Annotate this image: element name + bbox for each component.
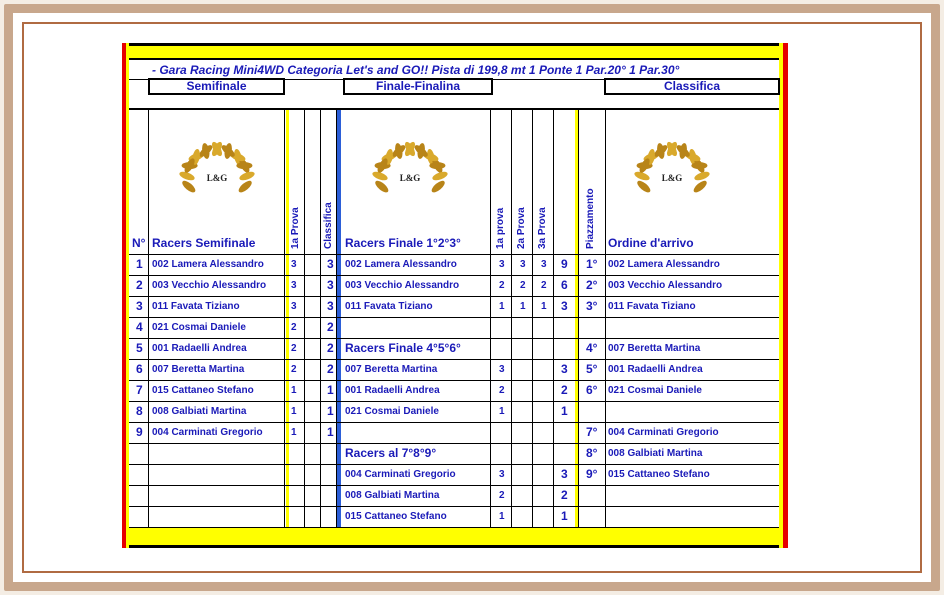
semifinale-1a-prova: 3: [291, 280, 297, 291]
grid-hline-top: [129, 109, 779, 110]
yellow-bar-bottom: [129, 528, 779, 545]
grid-vline: [320, 110, 321, 528]
semifinale-classifica: 3: [327, 299, 334, 313]
header-piazzamento: Piazzamento: [585, 188, 596, 249]
semifinale-1a-prova: 3: [291, 259, 297, 270]
finale-racer-name: 008 Galbiati Martina: [345, 490, 440, 501]
yellow-divider-2: [575, 110, 578, 528]
header-3a-prova-finale: 3a Prova: [537, 207, 548, 249]
finale-totale: 6: [561, 278, 568, 292]
semifinale-1a-prova: 1: [291, 385, 297, 396]
finale-totale: 9: [561, 257, 568, 271]
semifinale-classifica: 2: [327, 362, 334, 376]
logo-text: L&G: [399, 173, 421, 183]
red-stripe-right: [783, 43, 788, 548]
classifica-racer-name: 002 Lamera Alessandro: [608, 259, 720, 270]
grid-hline: [129, 527, 779, 528]
grid-vline: [553, 110, 554, 528]
row-number: 2: [136, 278, 143, 292]
semifinale-classifica: 3: [327, 257, 334, 271]
grid-hline: [129, 485, 779, 486]
finale-2a-prova: 1: [520, 301, 526, 312]
semifinale-racer-name: 015 Cattaneo Stefano: [152, 385, 254, 396]
classifica-racer-name: 007 Beretta Martina: [608, 343, 701, 354]
laurel-wreath-icon: [368, 141, 452, 213]
finale-racer-name: 004 Carminati Gregorio: [345, 469, 456, 480]
classifica-posizione: 8°: [586, 446, 598, 460]
finale-1a-prova: 3: [499, 364, 505, 375]
semifinale-racer-name: 004 Carminati Gregorio: [152, 427, 263, 438]
row-number: 8: [136, 404, 143, 418]
yellow-divider-1: [286, 110, 289, 528]
classifica-posizione: 4°: [586, 341, 598, 355]
header-ordine-arrivo: Ordine d'arrivo: [608, 236, 694, 250]
semifinale-1a-prova: 1: [291, 406, 297, 417]
semifinale-classifica: 3: [327, 278, 334, 292]
classifica-posizione: 7°: [586, 425, 598, 439]
classifica-racer-name: 008 Galbiati Martina: [608, 448, 703, 459]
section-semifinale: Semifinale: [148, 78, 285, 95]
section-finale: Finale-Finalina: [343, 78, 493, 95]
header-1a-prova: 1a Prova: [290, 207, 301, 249]
finale-totale: 3: [561, 299, 568, 313]
semifinale-classifica: 1: [327, 383, 334, 397]
row-number: 3: [136, 299, 143, 313]
grid-vline: [304, 110, 305, 528]
semifinale-racer-name: 007 Beretta Martina: [152, 364, 245, 375]
finale-1a-prova: 3: [499, 259, 505, 270]
classifica-posizione: 2°: [586, 278, 598, 292]
finale-racer-name: 015 Cattaneo Stefano: [345, 511, 447, 522]
row-number: 9: [136, 425, 143, 439]
semifinale-racer-name: 011 Favata Tiziano: [152, 301, 240, 312]
classifica-racer-name: 001 Radaelli Andrea: [608, 364, 703, 375]
classifica-racer-name: 011 Favata Tiziano: [608, 301, 696, 312]
section-classifica: Classifica: [604, 78, 780, 95]
grid-vline: [284, 110, 285, 528]
finale-group-title: Racers al 7°8°9°: [345, 446, 437, 460]
semifinale-classifica: 2: [327, 320, 334, 334]
finale-3a-prova: 2: [541, 280, 547, 291]
finale-racer-name: 001 Radaelli Andrea: [345, 385, 440, 396]
laurel-wreath-icon: [630, 141, 714, 213]
semifinale-racer-name: 002 Lamera Alessandro: [152, 259, 264, 270]
header-num: N°: [132, 236, 146, 250]
logo-text: L&G: [661, 173, 683, 183]
classifica-posizione: 9°: [586, 467, 598, 481]
finale-totale: 2: [561, 383, 568, 397]
finale-3a-prova: 3: [541, 259, 547, 270]
finale-racer-name: 011 Favata Tiziano: [345, 301, 433, 312]
semifinale-1a-prova: 2: [291, 322, 297, 333]
logo-text: L&G: [206, 173, 228, 183]
semifinale-racer-name: 003 Vecchio Alessandro: [152, 280, 267, 291]
finale-totale: 2: [561, 488, 568, 502]
finale-1a-prova: 1: [499, 301, 505, 312]
header-racers-semifinale: Racers Semifinale: [152, 236, 256, 250]
header-1a-prova-finale: 1a prova: [495, 207, 506, 249]
classifica-posizione: 1°: [586, 257, 598, 271]
classifica-racer-name: 003 Vecchio Alessandro: [608, 280, 723, 291]
grid-vline: [148, 110, 149, 528]
classifica-racer-name: 021 Cosmai Daniele: [608, 385, 702, 396]
semifinale-classifica: 1: [327, 425, 334, 439]
semifinale-racer-name: 001 Radaelli Andrea: [152, 343, 247, 354]
yellow-bar-top: [129, 46, 779, 58]
header-classifica: Classifica: [323, 202, 334, 249]
row-number: 4: [136, 320, 143, 334]
finale-3a-prova: 1: [541, 301, 547, 312]
finale-racer-name: 021 Cosmai Daniele: [345, 406, 439, 417]
grid-vline: [605, 110, 606, 528]
grid-hline: [129, 506, 779, 507]
finale-1a-prova: 3: [499, 469, 505, 480]
classifica-racer-name: 015 Cattaneo Stefano: [608, 469, 710, 480]
finale-1a-prova: 2: [499, 385, 505, 396]
semifinale-1a-prova: 3: [291, 301, 297, 312]
finale-racer-name: 003 Vecchio Alessandro: [345, 280, 460, 291]
classifica-posizione: 6°: [586, 383, 598, 397]
row-number: 5: [136, 341, 143, 355]
row-number: 6: [136, 362, 143, 376]
laurel-wreath-icon: [175, 141, 259, 213]
finale-totale: 1: [561, 404, 568, 418]
grid-vline: [490, 110, 491, 528]
semifinale-classifica: 2: [327, 341, 334, 355]
finale-totale: 3: [561, 362, 568, 376]
semifinale-classifica: 1: [327, 404, 334, 418]
semifinale-1a-prova: 2: [291, 364, 297, 375]
results-sheet: [122, 43, 788, 548]
row-number: 1: [136, 257, 143, 271]
finale-racer-name: 007 Beretta Martina: [345, 364, 438, 375]
grid-vline: [511, 110, 512, 528]
classifica-posizione: 5°: [586, 362, 598, 376]
header-racers-finale: Racers Finale 1°2°3°: [345, 236, 461, 250]
finale-racer-name: 002 Lamera Alessandro: [345, 259, 457, 270]
finale-2a-prova: 2: [520, 280, 526, 291]
row-number: 7: [136, 383, 143, 397]
finale-1a-prova: 1: [499, 406, 505, 417]
finale-totale: 3: [561, 467, 568, 481]
finale-totale: 1: [561, 509, 568, 523]
page-title: - Gara Racing Mini4WD Categoria Let's and GO!! Pista di 199,8 mt 1 Ponte 1 Par.20° 1 Par.30°: [152, 63, 680, 77]
finale-2a-prova: 3: [520, 259, 526, 270]
grid-vline: [532, 110, 533, 528]
classifica-posizione: 3°: [586, 299, 598, 313]
finale-1a-prova: 1: [499, 511, 505, 522]
semifinale-1a-prova: 1: [291, 427, 297, 438]
semifinale-1a-prova: 2: [291, 343, 297, 354]
finale-1a-prova: 2: [499, 490, 505, 501]
semifinale-racer-name: 008 Galbiati Martina: [152, 406, 247, 417]
grid-vline: [578, 110, 579, 528]
finale-group-title: Racers Finale 4°5°6°: [345, 341, 461, 355]
semifinale-racer-name: 021 Cosmai Daniele: [152, 322, 246, 333]
finale-1a-prova: 2: [499, 280, 505, 291]
classifica-racer-name: 004 Carminati Gregorio: [608, 427, 719, 438]
header-2a-prova-finale: 2a Prova: [516, 207, 527, 249]
blue-divider: [337, 110, 341, 528]
